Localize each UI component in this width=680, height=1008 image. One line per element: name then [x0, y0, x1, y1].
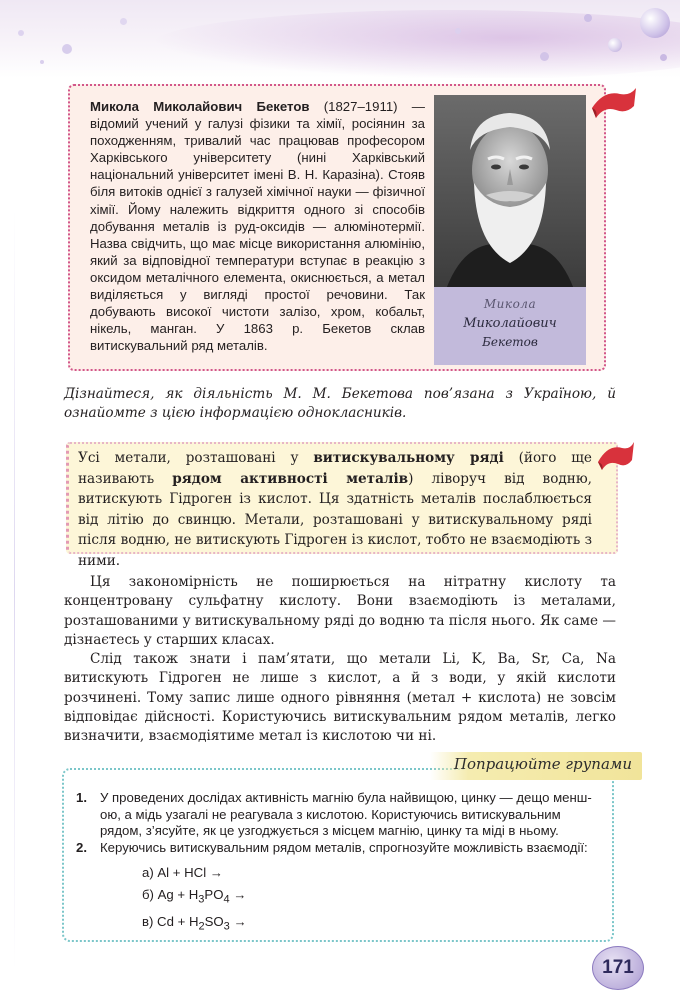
main-text [64, 573, 616, 747]
task-item [76, 840, 606, 938]
portrait-caption [434, 287, 586, 365]
biography-name: Микола Миколайович Бекетов [90, 99, 310, 114]
task-number: 2. [76, 839, 87, 855]
decorative-bubble [660, 54, 667, 61]
rule-part: ) ліворуч від водню, витискують Гідроген із кислот. Ця здатність металів послаблюється від літію до свинцю. Метали, розташовані у витискувальному ряді після водню, не витискують Гідроген із кислот, тобто не взаємодіють з ними. [78, 470, 592, 569]
bookmark-flag-icon [596, 440, 636, 472]
subscript: 3 [198, 893, 205, 906]
equation-text: PO [204, 886, 224, 902]
equation-text: SO [204, 913, 224, 929]
decorative-bubble [640, 8, 670, 38]
task-list [76, 790, 606, 938]
portrait-image [434, 95, 586, 295]
decorative-bubble [584, 14, 592, 22]
equation-list [100, 862, 606, 938]
rule-term-activity-series: рядом активності металів [172, 470, 409, 487]
decorative-bubble [455, 28, 461, 34]
equation-c [142, 911, 606, 938]
equation-text: б) Ag + H [142, 886, 199, 902]
decorative-side-line [14, 210, 15, 970]
equation-text: в) Cd + H [142, 913, 199, 929]
rule-part: Усі метали, розташовані у [78, 450, 314, 466]
subscript: 2 [198, 920, 205, 933]
decorative-bubble [18, 30, 24, 36]
decorative-swoosh [150, 10, 680, 78]
rule-term-displacement-series: витискувальному ряді [313, 450, 504, 466]
task-number: 1. [76, 790, 87, 805]
biography-body: (1827–1911) — відомий учений у галузі фізики та хімії, росіянин за походженням, тривалий час працював професором Харківського університету (нині Харківський національний університет імені В. Н. Каразіна). Стояв біля витоків однієї з галузей хімічної науки — фізичної хімії. Йому належить відкриття одного зі способів добування металів із руд-оксидів — алюмінотермії. Назва свідчить, що має місце використання алюмінію, який за відповідної температури вступає в реакцію з оксидом металічного елемента, окиснюється, а метал виділяється у вигляді простої речовини. Так добувають високої чистоти залізо, хром, кобальт, нікель, манган. У 1863 р. Бекетов склав витискувальний ряд металів. [90, 99, 425, 354]
rule-text [78, 448, 592, 572]
equation-text: а) Al + HCl [142, 865, 207, 880]
rule-part: (його ще називають [78, 450, 592, 487]
decorative-bubble [120, 18, 127, 25]
bookmark-flag-icon [590, 86, 638, 120]
decorative-bubble [40, 60, 44, 64]
group-work-banner [430, 752, 642, 780]
subscript: 4 [223, 893, 230, 906]
arrow-icon: → [233, 913, 247, 929]
page-number: 171 [592, 946, 644, 990]
task-item [76, 790, 606, 840]
caption-line-1: Микола [483, 297, 537, 311]
paragraph: Ця закономірність не поширюється на нітратну кислоту та концентровану сульфатну кислоту. Вони взаємодіють із металами, розташованими у витискувальному ряді до водню та після нього. Як саме — дізнаєтесь у старших класах. [64, 574, 616, 648]
beketov-portrait [434, 95, 586, 365]
decorative-bubble [608, 38, 622, 52]
caption-line-3: Бекетов [482, 335, 538, 349]
decorative-bubble [540, 52, 549, 61]
group-work-title: Попрацюйте групами [453, 755, 632, 773]
research-task: Дізнайтеся, як діяльність М. М. Бекетова пов’язана з Україною, й ознайомте з цією інформацією однокласників. [64, 386, 616, 421]
decorative-bubble [62, 44, 72, 54]
arrow-icon: → [233, 886, 247, 902]
arrow-icon: → [209, 865, 223, 880]
paragraph: Слід також знати і пам’ятати, що метали Li, K, Ba, Sr, Ca, Na витискують Гідроген не лише з кислот, а й з води, у якій кислоти розчинені. Тому запис лише одного рівняння (метал + кислота) не зовсім відповідає дійсності. Користуючись витискувальним рядом металів, легко визначити, взаємодіятиме метал із кислотою чи ні. [64, 651, 616, 745]
subscript: 3 [223, 920, 230, 933]
biography-text [90, 98, 425, 354]
equation-b [142, 884, 606, 911]
caption-line-2: Миколайович [463, 316, 557, 331]
task-text: Керуючись витискувальним рядом металів, спрогнозуйте можливість взаємодії: [100, 839, 588, 855]
equation-a [142, 862, 606, 884]
task-text: У проведених дослідах активність магнію була найвищою, цинку — дещо меншою, а мідь узагалі не реагувала з кислотою. Користуючись витискувальним рядом, з’ясуйте, як це узгоджується з місцем магнію, цинку та міді в ньому. [100, 790, 592, 838]
top-decoration [0, 0, 680, 78]
